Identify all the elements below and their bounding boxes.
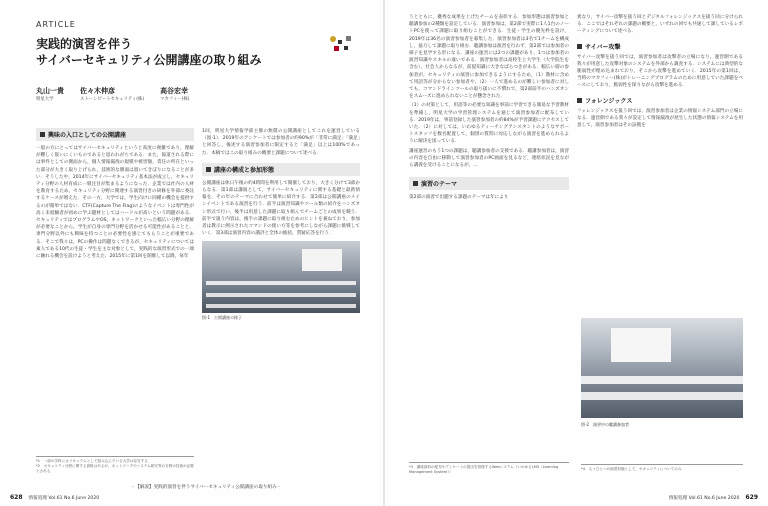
page-number: 628 — [10, 494, 23, 501]
author-1-affiliation: 明星大学 — [36, 97, 54, 102]
author-1 — [36, 86, 64, 102]
section-heading-entry — [36, 128, 194, 141]
authors-row — [36, 86, 189, 102]
subsection-title: サイバー攻撃 — [585, 43, 621, 51]
left-column-1 — [36, 128, 194, 468]
author-2-name: 佐々木伸彦 — [80, 87, 115, 95]
figure-2-photo — [581, 318, 743, 418]
author-3 — [160, 86, 189, 102]
author-2-affiliation: ストーンビートセキュリティ(株) — [80, 97, 145, 102]
section-heading-theme — [409, 177, 569, 190]
section-heading-structure — [202, 163, 360, 176]
section-title: 演習のテーマ — [421, 181, 458, 189]
author-3-name: 高谷宏幸 — [160, 87, 189, 95]
footnote-1: *1 一部の学科にカリキュラムとして組み込んでいる大学は存在する． — [36, 459, 152, 463]
journal-name: 情報処理 Vol.61 No.6 June 2020 — [668, 495, 740, 501]
author-3-affiliation: マカフィー(株) — [160, 97, 190, 102]
subsection-heading-forensics — [577, 96, 743, 105]
body-text: フォレンジックスを扱う回では，演習参加者は企業の情報システム部門の立場になる．運営側である我々が設定して情報漏洩が発生した状態の情報システムを用意して，演習参加者はその証拠を — [577, 108, 743, 129]
running-footer: - 【解説】実践的演習を伴うサイバーセキュリティ公開講座の取り組み - — [132, 485, 280, 490]
decorative-dots — [328, 34, 358, 56]
subsection-heading-cyber-attack — [577, 42, 743, 51]
title-block — [36, 36, 336, 68]
section-marker-icon — [206, 167, 211, 172]
subsection-marker-icon — [577, 44, 582, 49]
footnote-2: *2 セキュリティ分野に関する資格はあるが，ネットワークやシステム研究等の分野の技術が必要とされる． — [36, 464, 194, 474]
subsection-title: フォレンジックス — [585, 97, 633, 105]
body-text: 第2部の演習で出題する課題のテーマは年により — [409, 195, 509, 201]
journal-name: 情報処理 Vol.61 No.6 June 2020 — [28, 495, 100, 501]
section-title: 講座の構成と参加形態 — [214, 166, 275, 174]
section-title: 興味の入口としての公開講座 — [48, 132, 127, 139]
subsection-marker-icon — [577, 98, 582, 103]
left-page-footer — [10, 494, 99, 501]
body-text: 異なり，サイバー攻撃を扱う回とデジタルフォレンジックスを扱う回に分けられる．ここではそれぞれの課題の概要と，いずれの回でも共通して課しているレポーティングについて述べる． — [577, 15, 743, 35]
left-page — [0, 0, 383, 506]
left-footnotes — [36, 456, 194, 475]
right-page — [385, 0, 768, 506]
figure-2-caption: 図-2 演習中の聴講参加者 — [581, 422, 629, 427]
right-footnotes — [409, 462, 569, 475]
body-text: （1）の対策として，用語等の必要な知識を事前に学習できる簡易な予習教材を準備し，明星大学の学習管理システムを通じて演習参加者に配布している．2019年は，事前登録した演習参加者の約84%が予習課題にアクセスしていた．（2）に対しては，いわゆるティーチングアシスタントのようなサポートスタッフを数名配置して，個別の質問に対応しながら演習を進められるように解決を図っている． — [409, 103, 569, 145]
body-text: 1回，明星大学情報学部主催の無償の公開講座としてこれを運営している（図-1）．2019年のアンケートでは参加者の約90%が「非常に満足」「満足」と回答し，後述する演習参加者に限定すると「満足」以上は100%であった．本稿ではこの取り組みの概要と課題について述べる． — [202, 129, 360, 156]
body-text: 講座運営のもう1つの課題は，聴講参加者の支援である．聴講参加者は，演習の内容を自由に移動して演習参加者のPC画面を見るなど，連絡状況を見ながら講義を受けることになるが，... — [409, 148, 569, 169]
page-number: 629 — [745, 494, 758, 501]
body-text: サイバー攻撃を扱う回では，演習参加者は攻撃者の立場になり，運営側である我々が用意した攻撃対象のシステムを外部から調査する．システムには典型的な脆弱性が埋め込まれており，そこから攻撃を進めていく．2015年の第1回は，当時のマカフィー(株)がトレーニングプログラムのために用意していた課題をベースにしており，脆弱性を探りながら攻撃を進める． — [577, 54, 743, 89]
figure-1-caption: 図-1 公開講座の様子 — [202, 315, 242, 321]
figure-1-photo — [202, 241, 360, 313]
section-marker-icon — [40, 132, 45, 137]
article-title-line2: サイバーセキュリティ公開講座の取り組み — [36, 53, 262, 67]
right-footnote-2 — [581, 464, 743, 472]
footnote-4: *4 もうひとつの演習形態として，セキュリティについてのみ — [581, 467, 682, 471]
category-label: ARTICLE — [36, 20, 76, 29]
body-text: 公開講座は休日午後の約4時間を利用して開催しており，大きく分けて3部からなる．第1部は講演として，サイバーセキュリティに関する基礎と最新情報を，その年のテーマに合わせて簡単に紹介する．第2部は公開講座のメインイベントである演習を行う．前半は演習知識やツール類の紹介をハンズオン形式で行い，後半は用意した課題に取り組んでチームごとの成果を競う．前半で扱う内容は，後半の課題に取り組むためのヒントを兼ねており，参加者は教示に例示されたコマンドの使い方等を参考にしながら課題に挑戦していく．第3部は演習内容の講評と全体の総括，質疑応答を行う． — [202, 180, 360, 237]
body-text: 一般の方にとってはサイバーセキュリティというと高度に複雑であり，理解が難しく扱いにくいものであると思われがちである．また，報道される際には事件としての側面から，個人情報漏洩の規模や被害額，責任の所在といった部分が大きく取り上げられ，技術的な側面は置いてきぼりになることが多い．そうした中，2014年にサイバーセキュリティ基本法が成立し，セキュリティ分野の人材育成に一層注目が集まるようになった．企業では社内の人材を教育するため，セキュリティ分野に関連する演習付きの研修を外部に委託するケースが増えた．その一方，大学では，学生向けに同種の機会を提供するのが簡単ではない．CTF(Capture The Flag)のようなイベントは専門性が高く未経験者が初めに学ぶ題材としてはハードルが高いという問題がある．セキュリティではプログラムやOS，ネットワークといった幅広い分野の理解が必要なことから，学生が自身の専門分野を活かせる可能性があることと，専門分野以外にも興味を持つことの必要性を感じてもらうことが重要である．そこで我々は，PCの操作は問題なくできるが，セキュリティについては素人である10代の生徒・学生を主な対象として，実践的な演習形式での一端に触れる機会を設けようと考えた．2015年に第1回を開催して以降，毎年 — [36, 146, 194, 260]
right-page-footer — [669, 494, 758, 501]
footnote-3: *3 講座資料の配布やアンケートの提出を管理するWebシステム（いわゆるLMS（Learning Management System）） — [409, 465, 559, 475]
section-marker-icon — [413, 181, 418, 186]
author-1-name: 丸山一貴 — [36, 87, 64, 95]
body-text: うとともに，優秀な成果を上げたチームを表彰する．参加形態は演習参加と聴講参加の2種類を設定している．演習参加は，第2部で実際に1人1台のノートPCを使って課題に取り組むことができる．生徒・学生の優先枠を設け，2019年は36名の演習参加者を募集した．演習参加者は3名で1チームを構成し，協力して課題に取り組む．聴講参加は演習を行わず，第2部では参加者の様子を見学する形になる．講座の運営には2つの課題があり，1つは参加者の演習知識やスキルの違いである．演習参加者は高校生と大学生（大学院生を含む），社会人からなるが，前提知識に大きなばらつきがある．幅広い層の参加者が，セキュリティの演習に参加できるようにするため，（1）教材に含めて用語等が分からない参加者や，（2）一人で進めるのが難しい参加者に対しても，コマンドラインツールの取り扱いに不慣れで，第2部前半のハンズオンをスムーズに進められないことが懸念された． — [409, 15, 569, 100]
article-title-line1: 実践的演習を伴う — [36, 37, 133, 51]
right-column-1 — [409, 14, 569, 454]
author-2 — [80, 86, 144, 102]
left-column-2 — [202, 128, 360, 458]
